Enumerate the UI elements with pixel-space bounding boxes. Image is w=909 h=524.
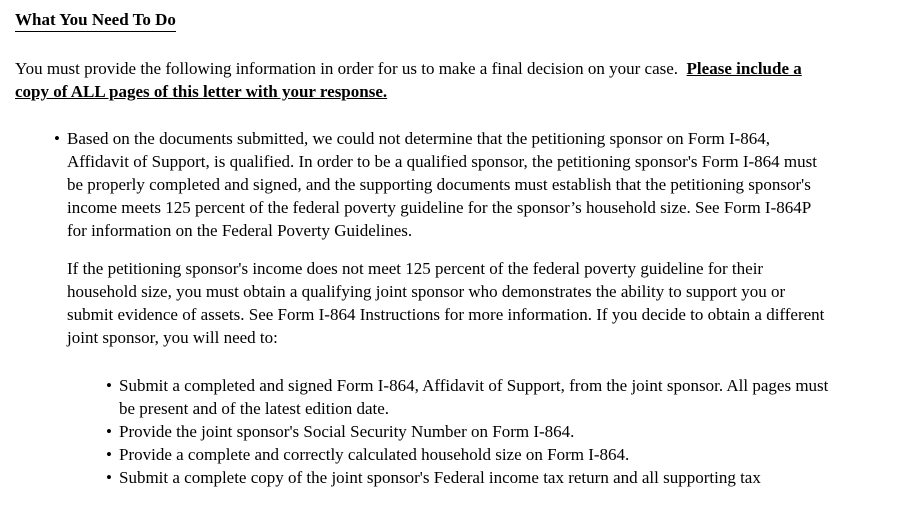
sub-bullet-text [119,374,828,420]
intro-text: You must provide the following information in order for us to make a final decision on your case. [15,59,679,78]
followup-line: joint sponsor, you will need to: [67,328,278,347]
bullet-marker: • [106,422,112,441]
main-bullet-line: for information on the Federal Poverty Guidelines. [67,221,413,240]
main-bullet-line: Based on the documents submitted, we could not determine that the petitioning sponsor on Form I-864, [67,129,771,148]
sub-bullet-line: be present and of the latest edition date. [119,399,390,418]
sub-bullet-text [119,443,629,466]
intro-emphasis-line2: copy of ALL pages of this letter with your response. [15,82,388,101]
sub-bullet-text [119,466,761,489]
bullet-marker: • [106,468,112,487]
sub-bullet-line: Provide a complete and correctly calculated household size on Form I-864. [119,445,630,464]
bullet-marker: • [106,376,112,395]
main-bullet-text [67,127,817,242]
sub-bullet-line: Submit a complete copy of the joint sponsor's Federal income tax return and all supporting tax [119,468,761,487]
main-bullet-line: be properly completed and signed, and the supporting documents must establish that the petitioning sponsor's [67,175,811,194]
main-bullet-line: income meets 125 percent of the federal poverty guideline for the sponsor’s household size. See Form I-864P [67,198,812,217]
intro-paragraph [15,57,895,103]
bullet-marker: • [54,129,60,148]
main-bullet-line: Affidavit of Support, is qualified. In order to be a qualified sponsor, the petitioning sponsor's Form I-864 must [67,152,817,171]
followup-line: If the petitioning sponsor's income does not meet 125 percent of the federal poverty guideline for their [67,259,764,278]
bullet-marker: • [106,445,112,464]
followup-line: submit evidence of assets. See Form I-864 Instructions for more information. If you decide to obtain a different [67,305,825,324]
sub-bullet-line: Provide the joint sponsor's Social Security Number on Form I-864. [119,422,575,441]
followup-paragraph [67,257,824,349]
sub-bullet-line: Submit a completed and signed Form I-864, Affidavit of Support, from the joint sponsor. All pages must [119,376,829,395]
followup-line: household size, you must obtain a qualifying joint sponsor who demonstrates the ability to support you or [67,282,786,301]
section-heading: What You Need To Do [15,9,176,32]
sub-bullet-text [119,420,574,443]
intro-emphasis-line1: Please include a [686,59,802,78]
